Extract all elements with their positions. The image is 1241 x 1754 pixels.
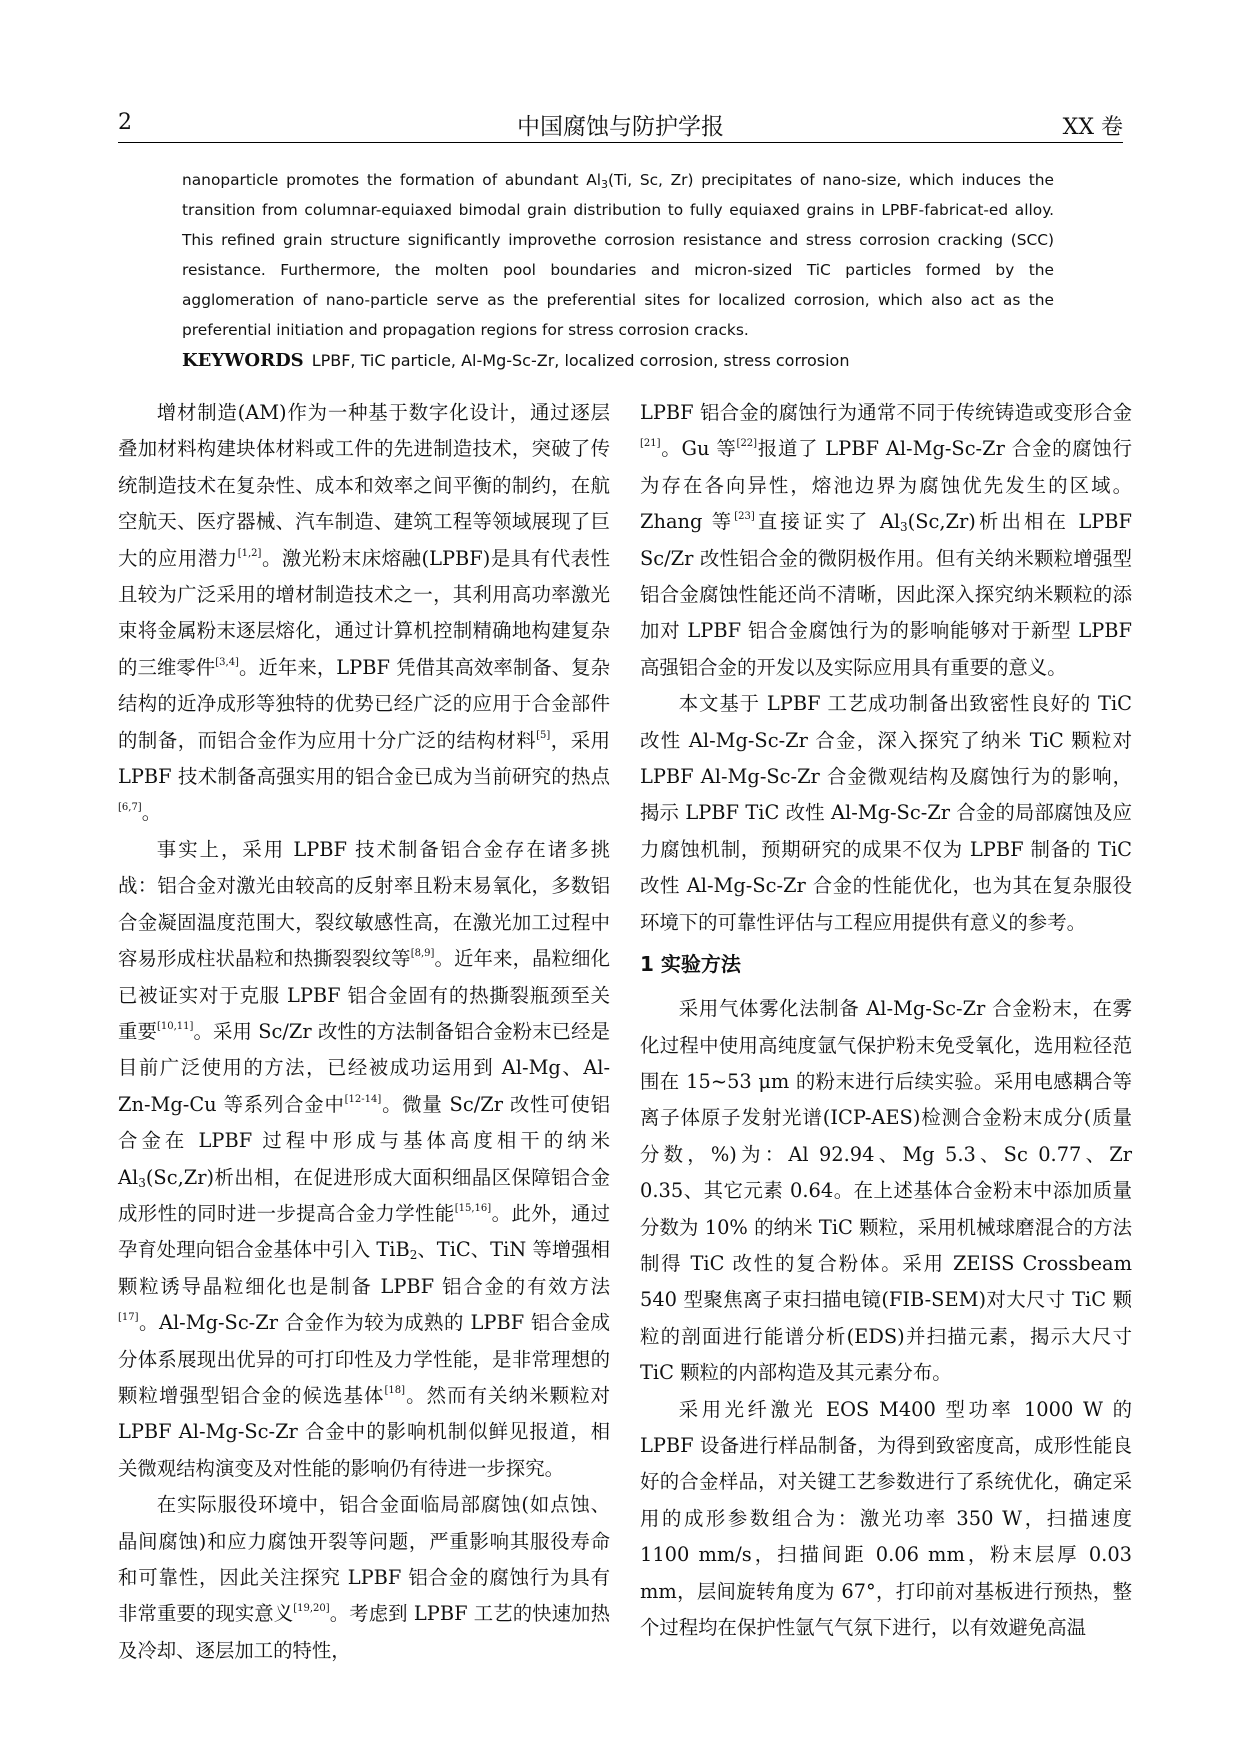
citation: [10,11] bbox=[156, 1020, 194, 1032]
paragraph: 事实上，采用 LPBF 技术制备铝合金存在诸多挑战：铝合金对激光由较高的反射率且粉末易氧化，多数铝合金凝固温度范围大，裂纹敏感性高，在激光加工过程中容易形成柱状晶粒和热撕裂裂纹等[8,9]。近年来，晶粒细化已被证实对于克服 LPBF 铝合金固有的热撕裂瓶颈至关重要[10,11]。采用 Sc/Zr 改性的方法制备铝合金粉末已经是目前广泛使用的方法，已经被成功运用到 Al-Mg、Al-Zn-Mg-Cu 等系列合金中[12-14]。微量 Sc/Zr 改性可使铝合金在 LPBF 过程中形成与基体高度相干的纳米 $Al_3(Sc,Zr)$析出相，在促进形成大面积细晶区保障铝合金成形性的同时进一步提高合金力学性能[15,16]。此外，通过孕育处理向铝合金基体中引入 TiB$_2$、TiC、TiN 等增强相颗粒诱导晶粒细化也是制备 LPBF 铝合金的有效方法[17]。Al-Mg-Sc-Zr 合金作为较为成熟的 LPBF 铝合金成分体系展现出优异的可打印性及力学性能，是非常理想的颗粒增强型铝合金的候选基体[18]。然而有关纳米颗粒对 LPBF Al-Mg-Sc-Zr 合金中的影响机制似鲜见报道，相关微观结构演变及对性能的影响仍有待进一步探究。 bbox=[118, 837, 611, 1480]
journal-title: 中国腐蚀与防护学报 bbox=[517, 114, 724, 140]
abstract-subscript: 3 bbox=[601, 178, 609, 191]
abstract-text-1: nanoparticle promotes the formation of abundant Al bbox=[182, 171, 602, 189]
citation: [1,2] bbox=[237, 547, 262, 559]
citation: [17] bbox=[118, 1312, 139, 1324]
paragraph: 采用光纤激光 EOS M400 型功率 1000 W 的 LPBF 设备进行样品制备，为得到致密度高，成形性能良好的合金样品，对关键工艺参数进行了系统优化，确定采用的成形参数组合为：激光功率 350 W，扫描速度 1100 mm/s，扫描间距 0.06 mm，粉末层厚 0.03 mm，层间旋转角度为 67°，打印前对基板进行预热，整个过程均在保护性氩气气氛下进行，以有效避免高温 bbox=[640, 1397, 1132, 1639]
citation: [6,7] bbox=[118, 802, 142, 814]
page-number: 2 bbox=[118, 110, 132, 135]
citation: [19,20] bbox=[293, 1603, 330, 1615]
keywords-label: KEYWORDS bbox=[182, 350, 304, 371]
paragraph: LPBF 铝合金的腐蚀行为通常不同于传统铸造或变形合金[21]。Gu 等[22]报道了 LPBF Al-Mg-Sc-Zr 合金的腐蚀行为存在各向异性，熔池边界为腐蚀优先发生的区域。Zhang 等[23]直接证实了 $Al_3(Sc,Zr)$析出相在 LPBF Sc/Zr 改性铝合金的微阴极作用。但有关纳米颗粒增强型铝合金腐蚀性能还尚不清晰，因此深入探究纳米颗粒的添加对 LPBF 铝合金腐蚀行为的影响能够对于新型 LPBF 高强铝合金的开发以及实际应用具有重要的意义。 bbox=[640, 401, 1132, 679]
paragraph: 本文基于 LPBF 工艺成功制备出致密性良好的 TiC 改性 Al-Mg-Sc-Zr 合金，深入探究了纳米 TiC 颗粒对 LPBF Al-Mg-Sc-Zr 合金微观结构及腐蚀行为的影响，揭示 LPBF TiC 改性 Al-Mg-Sc-Zr 合金的局部腐蚀及应力腐蚀机制，预期研究的成果不仅为 LPBF 制备的 TiC 改性 Al-Mg-Sc-Zr 合金的性能优化，也为其在复杂服役环境下的可靠性评估与工程应用提供有意义的参考。 bbox=[640, 692, 1132, 934]
english-abstract bbox=[182, 165, 1054, 345]
left-column bbox=[118, 395, 610, 1669]
citation: [15,16] bbox=[454, 1202, 492, 1214]
volume-label: XX 卷 bbox=[1062, 115, 1123, 140]
paragraph: 增材制造(AM)作为一种基于数字化设计，通过逐层叠加材料构建块体材料或工件的先进制造技术，突破了传统制造技术在复杂性、成本和效率之间平衡的制约，在航空航天、医疗器械、汽车制造、建筑工程等领域展现了巨大的应用潜力[1,2]。激光粉末床熔融(LPBF)是具有代表性且较为广泛采用的增材制造技术之一，其利用高功率激光束将金属粉末逐层熔化，通过计算机控制精确地构建复杂的三维零件[3,4]。近年来，LPBF 凭借其高效率制备、复杂结构的近净成形等独特的优势已经广泛的应用于合金部件的制备，而铝合金作为应用十分广泛的结构材料[5]，采用 LPBF 技术制备高强实用的铝合金已成为当前研究的热点[6,7]。 bbox=[118, 401, 611, 825]
citation: [12-14] bbox=[344, 1093, 382, 1105]
running-header bbox=[118, 102, 1123, 143]
citation: [18] bbox=[384, 1384, 406, 1396]
citation: [23] bbox=[734, 511, 755, 523]
citation: [5] bbox=[536, 729, 551, 741]
paragraph: 采用气体雾化法制备 Al-Mg-Sc-Zr 合金粉末，在雾化过程中使用高纯度氩气保护粉末免受氧化，选用粒径范围在 15~53 μm 的粉末进行后续实验。采用电感耦合等离子体原子发射光谱(ICP-AES)检测合金粉末成分(质量分数，%)为：Al 92.94、Mg 5.3、Sc 0.77、Zr 0.35、其它元素 0.64。在上述基体合金粉末中添加质量分数为 10% 的纳米 TiC 颗粒，采用机械球磨混合的方法制得 TiC 改性的复合粉体。采用 ZEISS Crossbeam 540 型聚焦离子束扫描电镜(FIB-SEM)对大尺寸 TiC 颗粒的剖面进行能谱分析(EDS)并扫描元素，揭示大尺寸 TiC 颗粒的内部构造及其元素分布。 bbox=[640, 997, 1132, 1385]
citation: [8,9] bbox=[410, 948, 435, 960]
section-heading: 1 实验方法 bbox=[640, 952, 741, 977]
citation: [22] bbox=[736, 438, 758, 450]
keywords-text: LPBF, TiC particle, Al-Mg-Sc-Zr, localized corrosion, stress corrosion bbox=[311, 351, 850, 370]
right-column bbox=[640, 395, 1132, 1646]
citation: [21] bbox=[640, 438, 661, 450]
citation: [3,4] bbox=[215, 656, 239, 668]
keywords bbox=[182, 348, 1082, 374]
abstract-text-2: (Ti, Sc, Zr) precipitates of nano-size, which induces the transition from columnar-equiaxed bimodal grain distribution to fully equiaxed grains in LPBF-fabricat-ed alloy. This refined grain structure significantly improvethe corrosion resistance and stress corrosion cracking (SCC) resistance. Furthermore, the molten pool boundaries and micron-sized TiC particles formed by the agglomeration of nano-particle serve as the preferential sites for localized corrosion, which also act as the preferential initiation and propagation regions for stress corrosion cracks. bbox=[182, 171, 1054, 339]
paragraph: 在实际服役环境中，铝合金面临局部腐蚀(如点蚀、晶间腐蚀)和应力腐蚀开裂等问题，严重影响其服役寿命和可靠性，因此关注探究 LPBF 铝合金的腐蚀行为具有非常重要的现实意义[19,20]。考虑到 LPBF 工艺的快速加热及冷却、逐层加工的特性， bbox=[118, 1493, 610, 1662]
